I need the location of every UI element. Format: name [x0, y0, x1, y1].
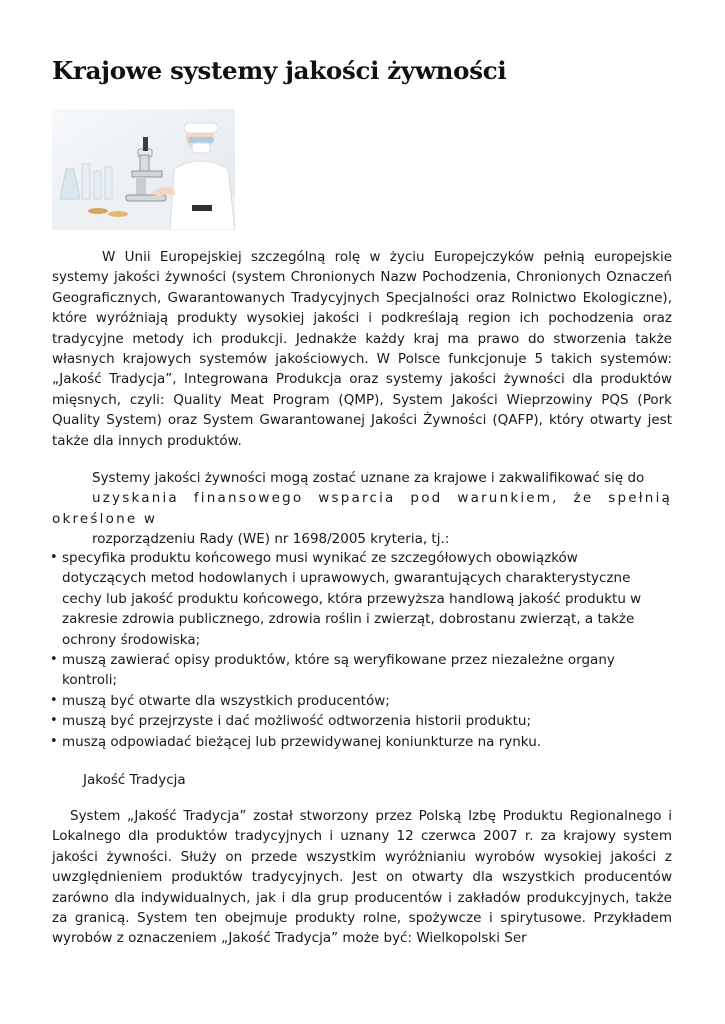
- list-item-line: ochrony środowiska;: [62, 631, 201, 648]
- list-item: [50, 732, 680, 752]
- list-item-line: • muszą być przejrzyste i dać możliwość odtworzenia historii produktu;: [62, 713, 532, 730]
- criteria-paragraph-line: Systemy jakości żywności mogą zostać uznane za krajowe i zakwalifikować się do: [92, 470, 645, 486]
- criteria-paragraph: [52, 468, 672, 550]
- list-item-line: • specyfika produktu końcowego musi wynikać ze szczegółowych obowiązków: [62, 550, 578, 566]
- intro-paragraph: W Unii Europejskiej szczególną rolę w życiu Europejczyków pełnią europejskie systemy jakości żywności (system Chronionych Nazw Pochodzenia, Chronionych Oznaczeń Geograficznych, Gwarantowanych Tradycyjnych Specjalności oraz Rolnictwo Ekologiczne), które wyróżniają produkty wysokiej jakości i podkreślają region ich pochodzenia oraz tradycyjne metody ich produkcji. Jednakże każdy kraj ma prawo do stworzenia także własnych krajowych systemów jakościowych. W Polsce funkcjonuje 5 takich systemów: „Jakość Tradycja”, Integrowana Produkcja oraz systemy jakości żywności dla produktów mięsnych, czyli: Quality Meat Program (QMP), System Jakości Wieprzowiny PQS (Pork Quality System) oraz System Gwarantowanej Jakości Żywności (QAFP), który otwarty jest także dla innych produktów.: [52, 249, 672, 449]
- criteria-list: [50, 548, 680, 752]
- list-item-line: dotyczących metod hodowlanych i uprawowych, gwarantujących charakterystyczne: [62, 570, 631, 587]
- jakosc-tradycja-paragraph: System „Jakość Tradycja” został stworzony przez Polską Izbę Produktu Regionalnego i Lokalnego dla produktów tradycyjnych i uznany 12 czerwca 2007 r. za krajowy system jakości żywności. Służy on przede wszystkim wyróżnianiu wyrobów wysokiej jakości z uwzględnieniem produktów tradycyjnych. Jest on otwarty dla wszystkich producentów zarówno dla indywidualnych, jak i dla grup producentów i zakładów produkcyjnych, także za granicą. System ten obejmuje produkty rolne, spożywcze i spirytusowe. Przykładem wyrobów z oznaczeniem „Jakość Tradycja” może być: Wielkopolski Ser: [52, 808, 672, 947]
- list-item: [50, 650, 680, 691]
- list-item: [50, 711, 680, 731]
- list-item-line: • muszą zawierać opisy produktów, które są weryfikowane przez niezależne organy: [62, 652, 615, 669]
- list-item-line: zakresie zdrowia publicznego, zdrowia roślin i zwierząt, dobrostanu zwierząt, a także: [62, 611, 635, 628]
- list-item: [50, 548, 680, 650]
- laboratory-scientist-microscope-icon: [52, 109, 235, 230]
- list-item-line: • muszą odpowiadać bieżącej lub przewidywanej koniunkturze na rynku.: [62, 733, 542, 750]
- list-item: [50, 691, 680, 711]
- criteria-paragraph-line: rozporządzeniu Rady (WE) nr 1698/2005 kryteria, tj.:: [92, 531, 450, 548]
- section-subheading: Jakość Tradycja: [83, 772, 186, 788]
- laboratory-photo: [52, 109, 235, 230]
- list-item-line: cechy lub jakość produktu końcowego, która przewyższa handlową jakość produktu w: [62, 590, 642, 607]
- page-title: Krajowe systemy jakości żywności: [52, 56, 507, 85]
- list-item-line: • muszą być otwarte dla wszystkich producentów;: [62, 692, 390, 709]
- list-item-line: kontroli;: [62, 672, 118, 689]
- criteria-paragraph-line: uzyskania finansowego wsparcia pod warunkiem, że spełnią określone w: [52, 490, 672, 527]
